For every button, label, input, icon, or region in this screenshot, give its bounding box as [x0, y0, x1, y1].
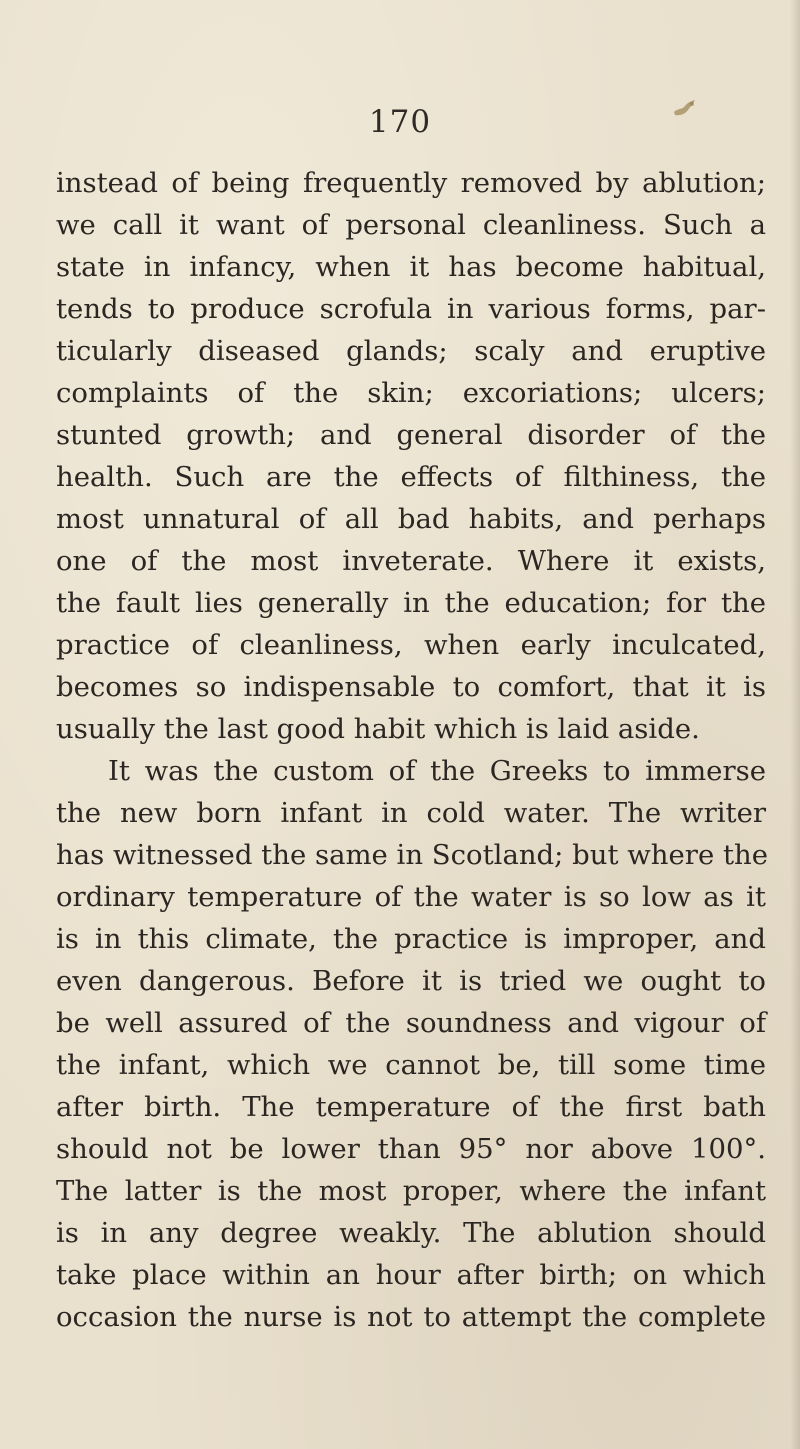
body-text [56, 162, 766, 1338]
text-line: health. Such are the effects of filthiness, the [56, 461, 766, 493]
text-line: has witnessed the same in Scotland; but where the [56, 839, 768, 871]
text-line: tends to produce scrofula in various forms, par- [56, 293, 766, 325]
text-line: occasion the nurse is not to attempt the complete [56, 1301, 766, 1333]
text-line: be well assured of the soundness and vigour of [56, 1007, 766, 1039]
text-line: even dangerous. Before it is tried we ought to [56, 965, 766, 997]
text-line: most unnatural of all bad habits, and perhaps [56, 503, 766, 535]
text-line: should not be lower than 95° nor above 100°. [56, 1133, 766, 1165]
text-line: the fault lies generally in the education; for the [56, 587, 766, 619]
text-line: state in infancy, when it has become habitual, [56, 251, 766, 283]
text-line: the infant, which we cannot be, till some time [56, 1049, 766, 1081]
text-line: usually the last good habit which is laid aside. [56, 713, 700, 745]
ink-blot-mark [672, 98, 698, 120]
text-line: It was the custom of the Greeks to immerse [108, 755, 766, 787]
text-line: becomes so indispensable to comfort, that it is [56, 671, 766, 703]
text-line: the new born infant in cold water. The writer [56, 797, 766, 829]
page-number: 170 [368, 104, 432, 140]
text-line: is in this climate, the practice is improper, and [56, 923, 766, 955]
page-edge-shadow [790, 0, 800, 1449]
text-line: we call it want of personal cleanliness. Such a [56, 209, 766, 241]
text-line: ticularly diseased glands; scaly and eruptive [56, 335, 766, 367]
text-line: is in any degree weakly. The ablution should [56, 1217, 766, 1249]
text-line: practice of cleanliness, when early inculcated, [56, 629, 766, 661]
text-line: complaints of the skin; excoriations; ulcers; [56, 377, 766, 409]
text-line: The latter is the most proper, where the infant [56, 1175, 766, 1207]
text-line: ordinary temperature of the water is so low as it [56, 881, 766, 913]
text-line: instead of being frequently removed by ablution; [56, 167, 766, 199]
text-line: stunted growth; and general disorder of the [56, 419, 766, 451]
text-line: after birth. The temperature of the first bath [56, 1091, 766, 1123]
text-line: take place within an hour after birth; on which [56, 1259, 766, 1291]
text-line: one of the most inveterate. Where it exists, [56, 545, 766, 577]
